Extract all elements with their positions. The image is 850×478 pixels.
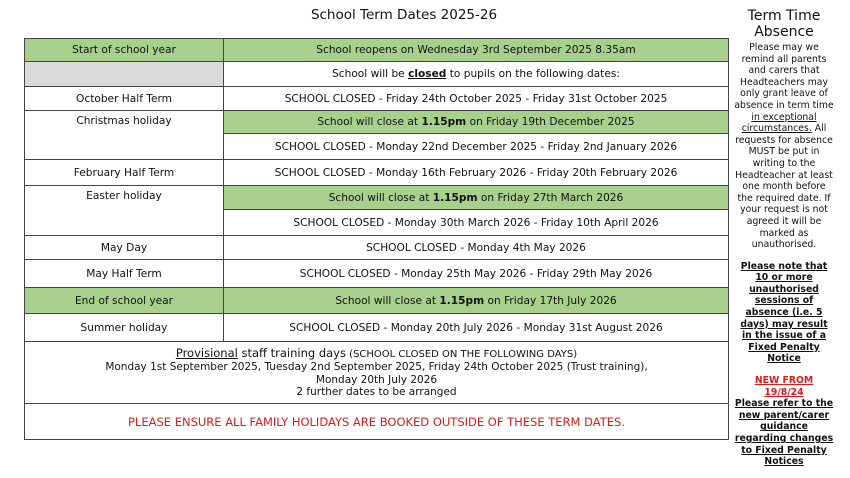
end-close-time: 1.15pm [439, 294, 485, 307]
sidebar-text-pre: Please may we remind all parents and carers that Headteachers may only grant leave of absence in term time [734, 42, 834, 111]
closed-intro-pre: School will be [332, 68, 409, 80]
page-title: School Term Dates 2025-26 [310, 7, 498, 23]
october-prefix: SCHOOL CLOSED [284, 92, 376, 105]
table-row-end [25, 288, 729, 314]
table-row-mayday [25, 236, 729, 260]
october-dates: - Friday 24th October 2025 - Friday 31st October 2025 [375, 92, 668, 105]
end-label: End of school year [25, 288, 224, 314]
sidebar-text-exceptional: in exceptional circumstances. [741, 111, 817, 135]
sidebar-text [734, 42, 834, 251]
sidebar-penalty-note: Please note that 10 or more unauthorised sessions of absence (i.e. 5 days) may result in the issue of a Fixed Penalty Notice [740, 260, 828, 365]
training-line-1: Monday 1st September 2025, Tuesday 2nd September 2025, Friday 24th October 2025 (Trust training), [105, 361, 648, 373]
training-heading [29, 347, 724, 362]
sidebar-new-label: NEW FROM 19/8/24 [754, 375, 814, 398]
mayhalf-text [224, 260, 729, 288]
term-dates-table [24, 38, 729, 440]
february-label: February Half Term [25, 160, 224, 186]
february-dates: - Monday 16th February 2026 - Friday 20th February 2026 [365, 166, 678, 179]
easter-prefix: SCHOOL CLOSED [293, 216, 385, 229]
mayhalf-dates: - Monday 25th May 2026 - Friday 29th May 2026 [390, 267, 653, 280]
christmas-close-time: 1.15pm [421, 116, 467, 128]
easter-label: Easter holiday [25, 186, 224, 236]
holiday-warning: PLEASE ENSURE ALL FAMILY HOLIDAYS ARE BOOKED OUTSIDE OF THESE TERM DATES. [25, 404, 729, 440]
table-row-christmas-close [25, 111, 729, 134]
start-text: School reopens on Wednesday 3rd September 2025 8.35am [224, 39, 729, 62]
closed-intro-text [224, 62, 729, 87]
mayday-text [224, 236, 729, 260]
training-note: (SCHOOL CLOSED ON THE FOLLOWING DAYS) [345, 348, 578, 360]
christmas-dates: - Monday 22nd December 2025 - Friday 2nd January 2026 [365, 140, 678, 153]
training-line-3: 2 further dates to be arranged [296, 386, 457, 398]
summer-label: Summer holiday [25, 314, 224, 342]
training-line-2: Monday 20th July 2026 [315, 373, 438, 386]
mayhalf-label: May Half Term [25, 260, 224, 288]
christmas-label: Christmas holiday [25, 111, 224, 160]
february-prefix: SCHOOL CLOSED [274, 166, 366, 179]
closed-intro-post: to pupils on the following dates: [446, 68, 620, 80]
table-row-start [25, 39, 729, 62]
closed-word: closed [408, 68, 447, 80]
sidebar-title: Term Time Absence [747, 8, 821, 40]
october-text [224, 87, 729, 111]
table-row-closed-intro [25, 62, 729, 87]
mayhalf-prefix: SCHOOL CLOSED [299, 267, 391, 280]
easter-dates: - Monday 30th March 2026 - Friday 10th April 2026 [384, 216, 659, 229]
table-row-february [25, 160, 729, 186]
table-row-training [25, 342, 729, 404]
absence-sidebar [734, 8, 834, 468]
easter-close-text [224, 186, 729, 210]
table-row-mayhalf [25, 260, 729, 288]
october-label: October Half Term [25, 87, 224, 111]
easter-close-pre: School will close at [328, 191, 433, 204]
summer-text [224, 314, 729, 342]
provisional-word: Provisional [175, 345, 238, 360]
mayday-dates: - Monday 4th May 2026 [456, 241, 586, 254]
end-text [224, 288, 729, 314]
mayday-prefix: SCHOOL CLOSED [366, 241, 457, 254]
training-heading-text: staff training days [237, 345, 346, 360]
table-row-summer [25, 314, 729, 342]
easter-close-post: on Friday 27th March 2026 [477, 191, 624, 204]
sidebar-refer-text: Please refer to the new parent/carer guidance regarding changes to Fixed Penalty Notices [734, 398, 834, 468]
christmas-close-text [224, 111, 729, 134]
summer-dates: - Monday 20th July 2026 - Monday 31st August 2026 [380, 321, 663, 334]
end-close-post: on Friday 17th July 2026 [484, 294, 617, 307]
table-row-easter-close [25, 186, 729, 210]
easter-closed-text [224, 210, 729, 236]
end-close-pre: School will close at [335, 294, 440, 307]
christmas-close-pre: School will close at [317, 116, 422, 128]
sidebar-text-post: All requests for absence MUST be put in writing to the Headteacher at least one month before the required date. If your request is not agreed it will be marked as unauthorised. [735, 123, 833, 251]
christmas-close-post: on Friday 19th December 2025 [466, 116, 635, 128]
summer-prefix: SCHOOL CLOSED [289, 321, 381, 334]
christmas-prefix: SCHOOL CLOSED [274, 140, 366, 153]
table-row-warning [25, 404, 729, 440]
christmas-closed-text [224, 134, 729, 160]
february-text [224, 160, 729, 186]
start-label: Start of school year [25, 39, 224, 62]
training-days-cell [25, 342, 729, 404]
easter-close-time: 1.15pm [432, 191, 478, 204]
closed-intro-empty [25, 62, 224, 87]
mayday-label: May Day [25, 236, 224, 260]
table-row-october [25, 87, 729, 111]
